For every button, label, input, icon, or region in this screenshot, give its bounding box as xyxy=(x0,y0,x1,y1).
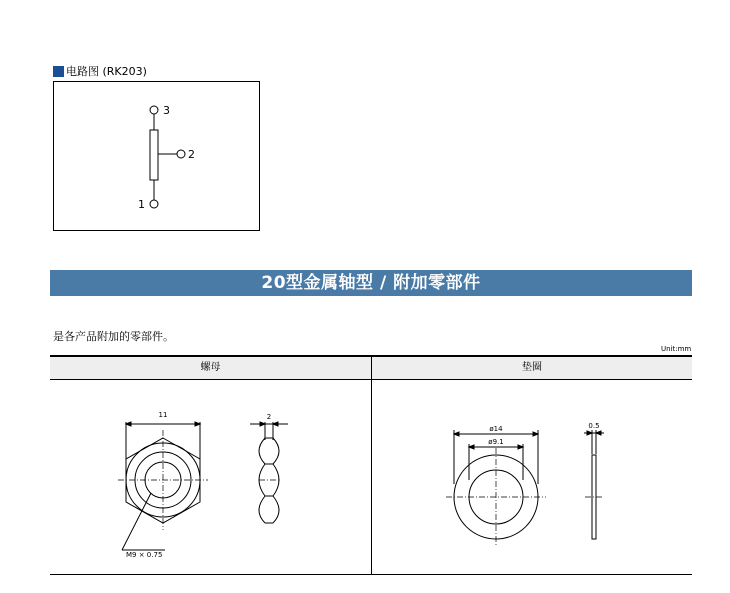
column-header-nut: 螺母 xyxy=(200,362,221,373)
unit-label: Unit:mm xyxy=(661,345,692,353)
washer-drawing xyxy=(372,380,692,574)
washer-thickness-dim: 0.5 xyxy=(588,422,600,430)
washer-inner-dim: ø9.1 xyxy=(488,438,504,446)
section-banner: 20型金属轴型 / 附加零部件 xyxy=(50,270,692,296)
circuit-heading xyxy=(53,63,147,79)
resistor-body xyxy=(150,130,158,180)
pin-1-label: 1 xyxy=(138,198,145,211)
nut-width-dim: 11 xyxy=(158,411,168,419)
washer-outer-dim: ø14 xyxy=(489,425,503,433)
circuit-heading-text: 电路图 (RK203) xyxy=(66,65,147,78)
terminal-1 xyxy=(150,200,158,208)
pin-2-label: 2 xyxy=(188,148,195,161)
terminal-3 xyxy=(150,106,158,114)
potentiometer-symbol-icon xyxy=(54,82,259,230)
circuit-diagram xyxy=(53,81,260,231)
terminal-2 xyxy=(177,150,185,158)
intro-text: 是各产品附加的零部件。 xyxy=(53,330,174,343)
nut-thickness-dim: 2 xyxy=(266,413,272,421)
column-header-washer: 垫圈 xyxy=(522,362,542,373)
nut-thread-label: M9 × 0.75 xyxy=(126,551,163,559)
pin-3-label: 3 xyxy=(163,104,170,117)
nut-drawing xyxy=(50,380,371,574)
section-marker-icon xyxy=(53,66,64,77)
